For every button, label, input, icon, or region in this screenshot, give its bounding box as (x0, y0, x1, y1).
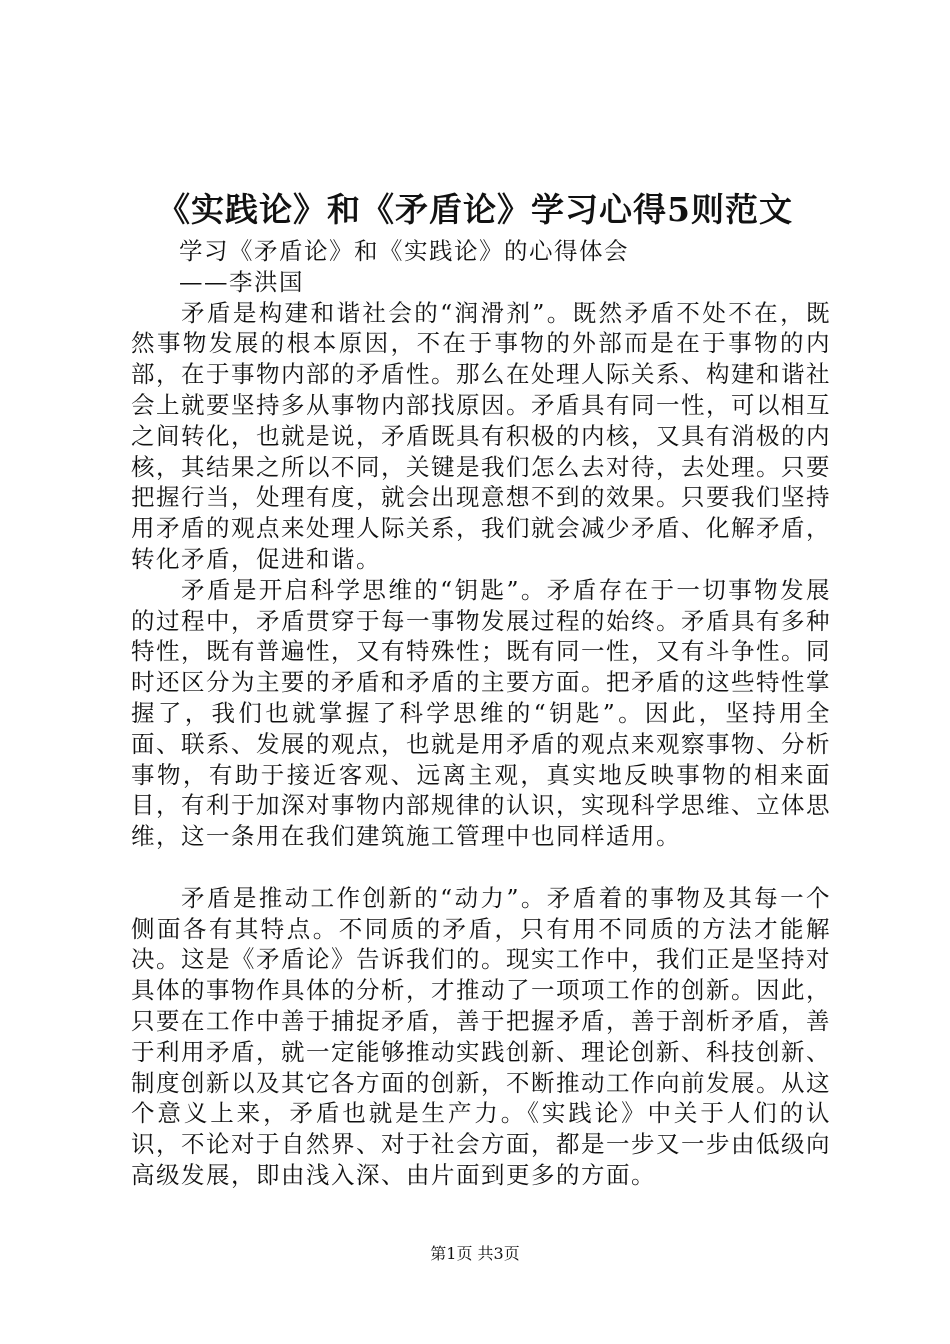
page-number-footer: 第1页 共3页 (430, 1244, 520, 1263)
paragraph-3: 矛盾是推动工作创新的“动力”。矛盾着的事物及其每一个侧面各有其特点。不同质的矛盾，只有用不同质的方法才能解决。这是《矛盾论》告诉我们的。现实工作中，我们正是坚持对具体的事物作具体的分析，才推动了一项项工作的创新。因此，只要在工作中善于捕捉矛盾，善于把握矛盾，善于剖析矛盾，善于利用矛盾，就一定能够推动实践创新、理论创新、科技创新、制度创新以及其它各方面的创新，不断推动工作向前发展。从这个意义上来，矛盾也就是生产力。《实践论》中关于人们的认识，不论对于自然界、对于社会方面，都是一步又一步由低级向高级发展，即由浅入深、由片面到更多的方面。 (131, 883, 831, 1189)
document-body (131, 236, 831, 1191)
document-title: 《实践论》和《矛盾论》学习心得5则范文 (157, 190, 793, 229)
document-author: ——李洪国 (179, 267, 304, 296)
paragraph-2: 矛盾是开启科学思维的“钥匙”。矛盾存在于一切事物发展的过程中，矛盾贯穿于每一事物发展过程的始终。矛盾具有多种特性，既有普遍性，又有特殊性；既有同一性，又有斗争性。同时还区分为主要的矛盾和矛盾的主要方面。把矛盾的这些特性掌握了，我们也就掌握了科学思维的“钥匙”。因此，坚持用全面、联系、发展的观点，也就是用矛盾的观点来观察事物、分析事物，有助于接近客观、远离主观，真实地反映事物的相来面目，有利于加深对事物内部规律的认识，实现科学思维、立体思维，这一条用在我们建筑施工管理中也同样适用。 (131, 575, 831, 851)
document-subtitle: 学习《矛盾论》和《实践论》的心得体会 (179, 237, 629, 265)
paragraph-spacer (131, 852, 831, 883)
paragraph-1: 矛盾是构建和谐社会的“润滑剂”。既然矛盾不处不在，既然事物发展的根本原因，不在于事物的外部而是在于事物的内部，在于事物内部的矛盾性。那么在处理人际关系、构建和谐社会上就要坚持多从事物内部找原因。矛盾具有同一性，可以相互之间转化，也就是说，矛盾既具有积极的内核，又具有消极的内核，其结果之所以不同，关键是我们怎么去对待，去处理。只要把握行当，处理有度，就会出现意想不到的效果。只要我们坚持用矛盾的观点来处理人际关系，我们就会减少矛盾、化解矛盾，转化矛盾，促进和谐。 (131, 298, 831, 573)
